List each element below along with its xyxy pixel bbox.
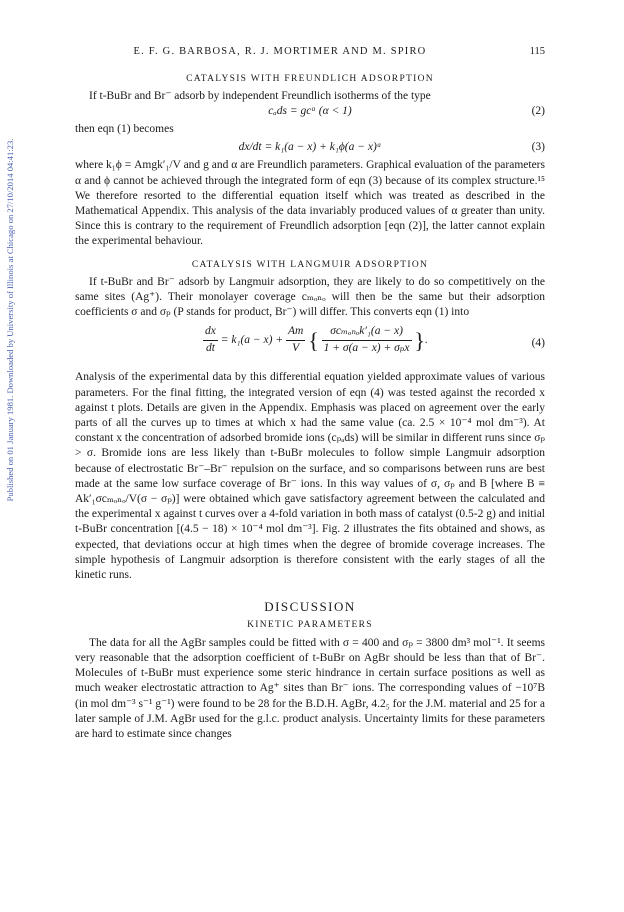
equation-4-number: (4) [531,337,545,350]
equation-3-number: (3) [531,141,545,154]
fraction-denominator: 1 + σ(a − x) + σₚx [323,341,410,354]
fraction-denominator: dt [205,341,215,354]
fraction-numerator: Am [286,324,305,340]
fraction-denominator: V [292,341,300,354]
download-watermark-text: Published on 01 January 1981. Downloaded by University of Illinois at Chicago on 27/10/2014 04:41:23. [5,138,15,502]
paragraph: Analysis of the experimental data by this differential equation yielded approximate values of various parameters. For the final fitting, the integrated version of eqn (4) was tested against the recorded x against t plots. Details are given in the Appendix. Emphasis was placed on agreement over the early parts of all the curves up to times at which x had the same value (ca. 2.5 × 10⁻⁴ mol dm⁻³). At constant x the concentration of adsorbed bromide ions (cₚₐds) will be similar in different runs since σₚ > σ. Bromide ions are less likely than t-BuBr molecules to follow simple Langmuir adsorption because of electrostatic Br⁻–Br⁻ repulsion on the surface, and so comparisons between runs are best made at the same low surface coverage of Br⁻ ions. In this way values of σ, σₚ and B [where B ≡ Ak′₁σcₘₒₙₒ/V(σ − σₚ)] were obtained which gave satisfactory agreement between the calculated and the experimental x against t curves over a 4-fold variation in both mass of catalyst (0.5-2 g) and initial t-BuBr concentration [(4.5 − 18) × 10⁻⁴ mol dm⁻³]. Fig. 2 illustrates the fits obtained and shows, as expected, that deviations occur at high times when the degree of bromide coverage increases. The simple hypothesis of Langmuir adsorption is therefore consistent with the early stages of all the kinetic runs. [75,371,545,582]
left-brace: { [308,327,319,353]
paragraph: The data for all the AgBr samples could be fitted with σ = 400 and σₚ = 3800 dm³ mol⁻¹. It seems very reasonable that the adsorption coefficient of t-BuBr on AgBr should be less than that of Br⁻. Molecules of t-BuBr must experience some steric hindrance in certain surface positions as well as much weaker electrostatic attraction to Ag⁺ sites than Br⁻ ions. The corresponding values of −10⁷B (in mol dm⁻³ s⁻¹ g⁻¹) were found to be 28 for the B.D.H. AgBr, 4.2₅ for the J.M. material and 25 for a later sample of J.M. AgBr used for the g.l.c. product analysis. Uncertainty limits for these parameters are hard to estimate since changes [75,636,545,740]
section-title-discussion: DISCUSSION [264,599,356,615]
fraction-numerator: σcₘₒₙₒk′₁(a − x) [322,324,412,340]
equation-4-expression: $\frac{dx}{dt}$ = k₁(a − x) + $\frac{Am}{V}$ { $\frac{\text{σcₘₒₙₒk′₁(a − x)}}{\text{1 + σ(a − x) + σₚx}}$ }. [203,324,428,355]
paragraph: where k₁ϕ = Amgk′₁/V and g and α are Freundlich parameters. Graphical evaluation of the parameters α and ϕ cannot be achieved through the integrated form of eqn (3) because of its complex structure.¹⁵ We therefore resorted to the differential equation itself which was treated as described in the Mathematical Appendix. This analysis of the data invariably produced values of α greater than unity. Since this is contrary to the requirement of Freundlich adsorption [eqn (2)], the latter cannot explain the experimental behaviour. [75,159,545,248]
fraction-numerator: dx [203,324,218,340]
paragraph: If t-BuBr and Br⁻ adsorb by Langmuir adsorption, they are likely to do so competitively on the same sites (Ag⁺). Their monolayer coverage cₘₒₙₒ will then be the same but their adsorption coefficients σ and σₚ (P stands for product, Br⁻) will differ. This converts eqn (1) into [75,275,545,319]
equation-4 [75,324,545,364]
page-number: 115 [529,46,545,57]
equation-3-lead-text: then eqn (1) becomes [75,123,174,136]
paragraph: If t-BuBr and Br⁻ adsorb by independent Freundlich isotherms of the type [89,90,431,103]
equation-2-number: (2) [531,105,545,118]
fraction-dx-dt [203,324,218,355]
subsection-title-kinetic-parameters: KINETIC PARAMETERS [247,620,373,631]
equation-3 [75,122,545,140]
fraction-am-v [286,324,305,355]
right-brace: } [414,327,425,353]
equation-4-middle: = k₁(a − x) + [220,333,284,346]
section-title-freundlich: CATALYSIS WITH FREUNDLICH ADSORPTION [186,74,434,84]
fraction-coverage [322,324,412,355]
header-authors: E. F. G. BARBOSA, R. J. MORTIMER AND M. SPIRO [133,46,427,57]
equation-3-expression: dx/dt = k₁(a − x) + k₁ϕ(a − x)ᵅ [238,141,382,154]
section-title-langmuir: CATALYSIS WITH LANGMUIR ADSORPTION [191,259,429,270]
equation-2-expression: cₐds = gcᵅ (α < 1) [268,105,352,118]
download-watermark [4,40,16,600]
article-body [75,70,545,742]
equation-3-row [75,140,545,158]
equation-2 [75,104,545,122]
